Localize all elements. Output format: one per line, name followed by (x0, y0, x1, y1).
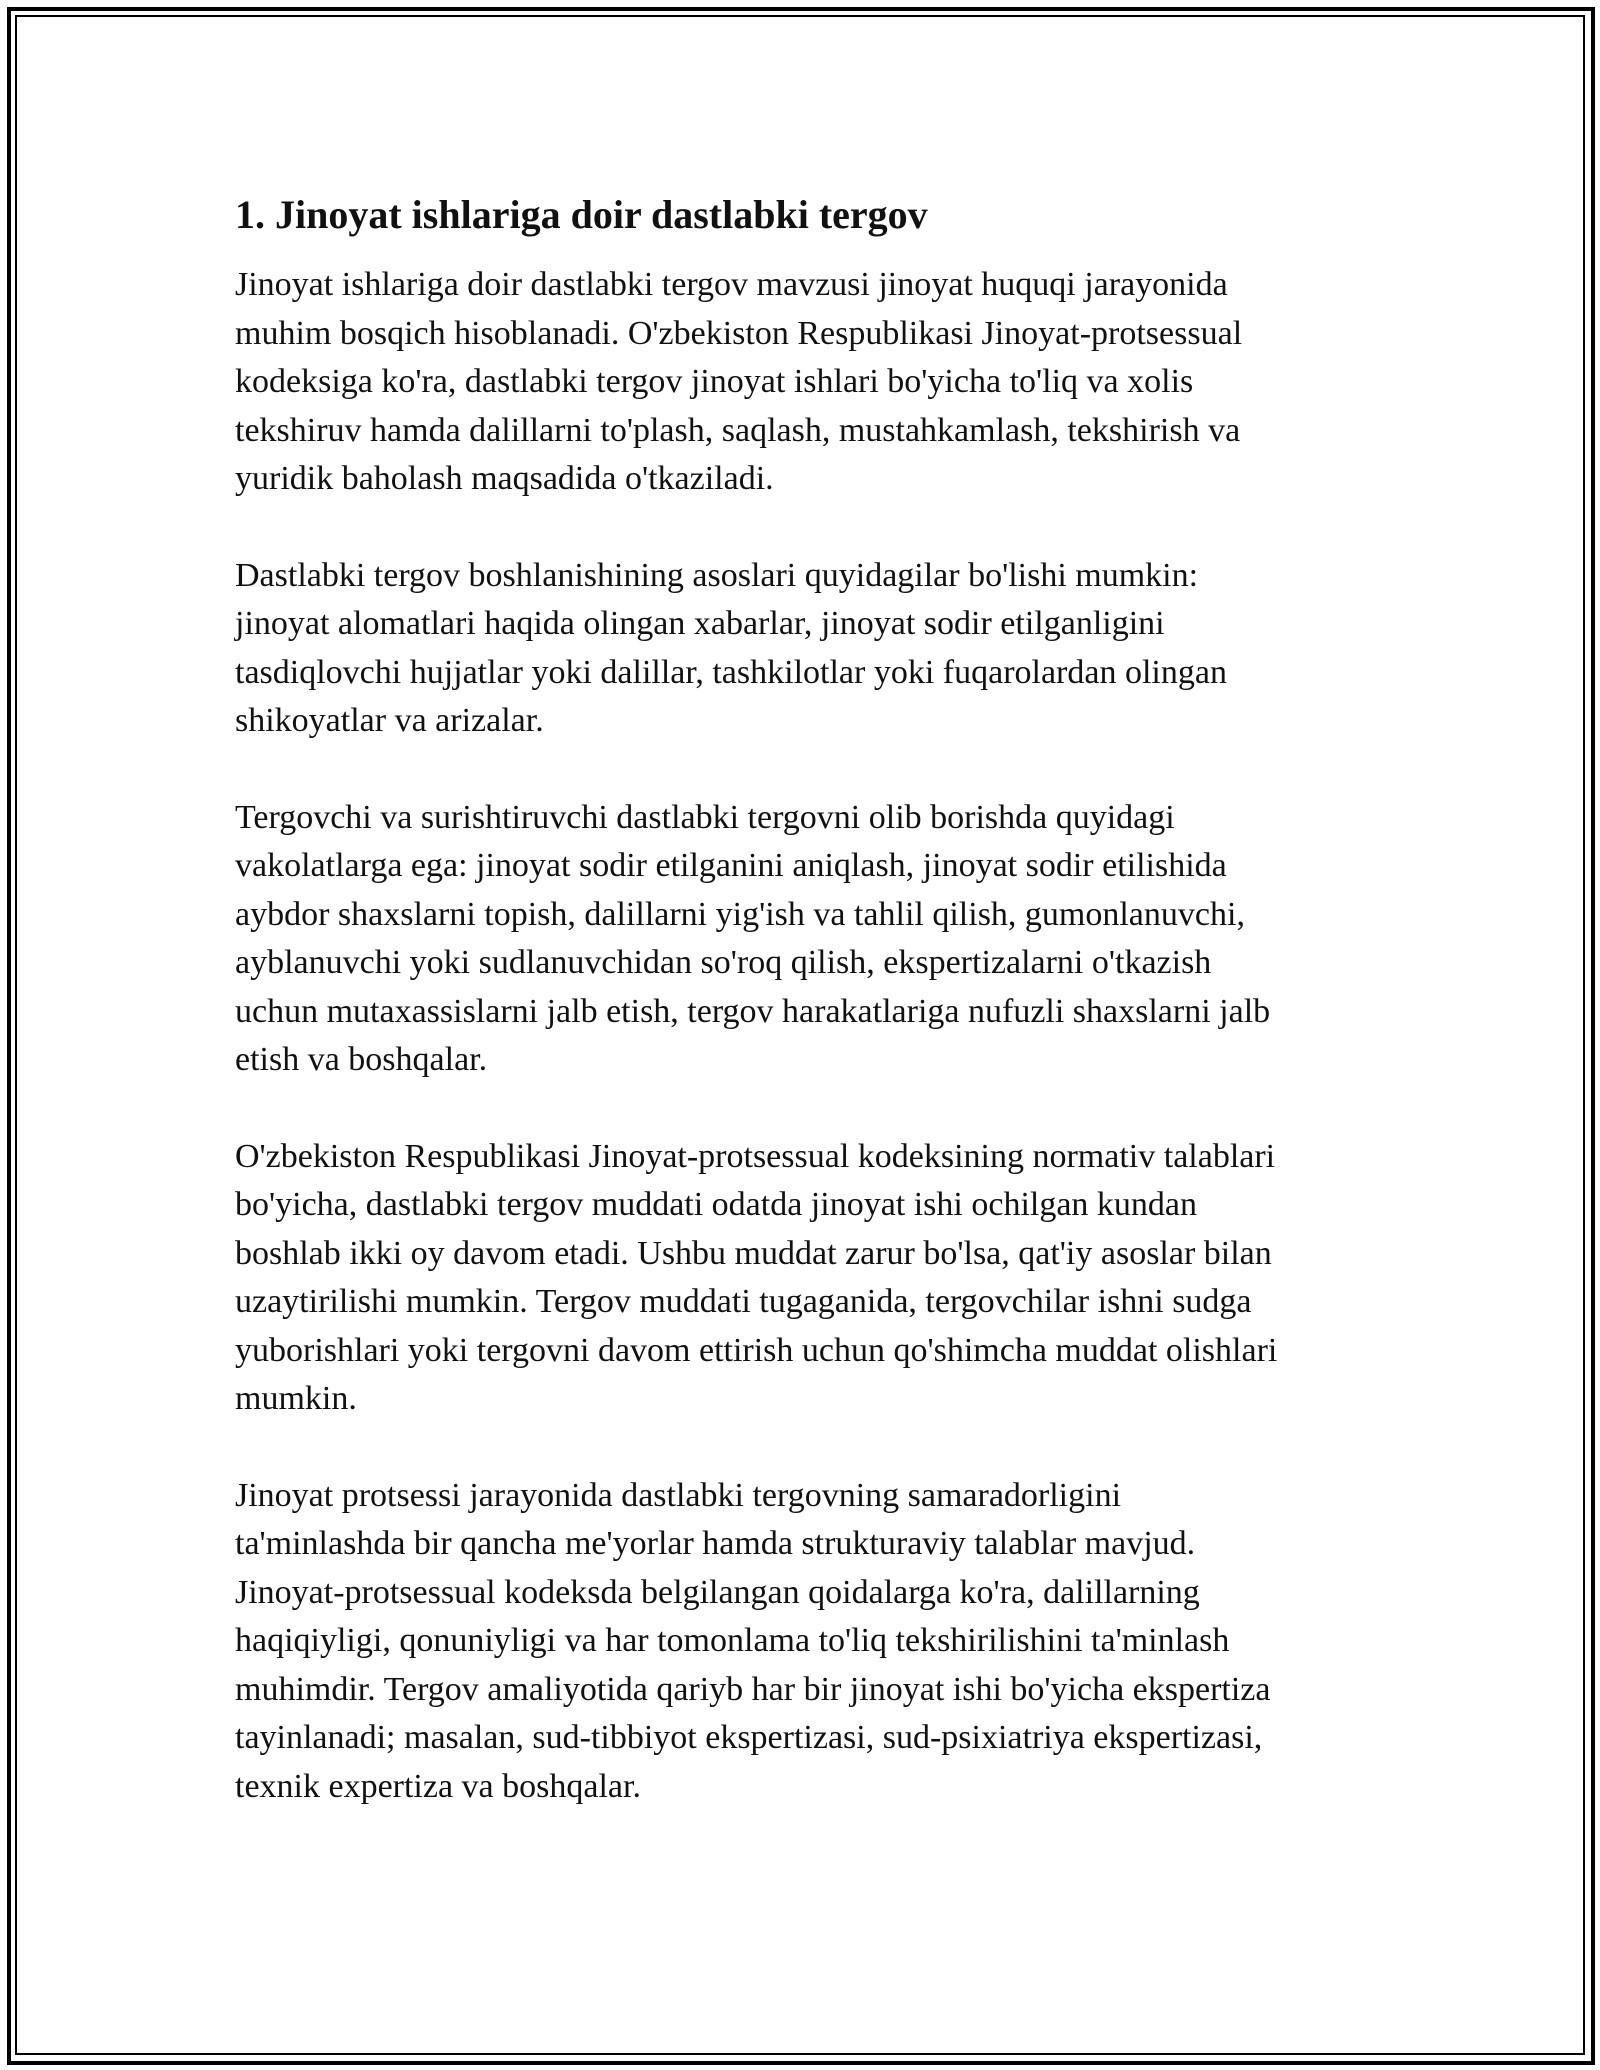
paragraph-line: Jinoyat protsessi jarayonida dastlabki tergovning samaradorligini (235, 1476, 1122, 1514)
paragraph-line: kodeksiga ko'ra, dastlabki tergov jinoyat ishlari bo'yicha to'liq va xolis (235, 363, 1194, 400)
paragraph-line: Jinoyat ishlariga doir dastlabki tergov mavzusi jinoyat huquqi jarayonida (235, 266, 1228, 303)
paragraph-line: Dastlabki tergov boshlanishining asoslari quyidagilar bo'lishi mumkin: (235, 556, 1199, 594)
paragraph-line: muhim bosqich hisoblanadi. O'zbekiston Respublikasi Jinoyat-protsessual (235, 314, 1243, 352)
paragraph-line: boshlab ikki oy davom etadi. Ushbu muddat zarur bo'lsa, qat'iy asoslar bilan (235, 1234, 1272, 1272)
paragraph-line: uchun mutaxassislarni jalb etish, tergov harakatlariga nufuzli shaxslarni jalb (235, 992, 1271, 1030)
paragraph-line: haqiqiyligi, qonuniyligi va har tomonlama to'liq tekshirilishini ta'minlash (235, 1622, 1230, 1659)
paragraph-line: texnik expertiza va boshqalar. (235, 1767, 641, 1805)
paragraph-line: etish va boshqalar. (235, 1041, 488, 1078)
document-body (235, 185, 1385, 1859)
paragraph-line: tekshiruv hamda dalillarni to'plash, saqlash, mustahkamlash, tekshirish va (235, 411, 1241, 449)
paragraph-line: uzaytirilishi mumkin. Tergov muddati tugaganida, tergovchilar ishni sudga (235, 1283, 1252, 1320)
paragraph-line: yuborishlari yoki tergovni davom ettirish uchun qo'shimcha muddat olishlari (235, 1331, 1278, 1369)
paragraph-line: vakolatlarga ega: jinoyat sodir etilganini aniqlash, jinoyat sodir etilishida (235, 847, 1227, 884)
paragraph-line: shikoyatlar va arizalar. (235, 702, 544, 739)
paragraph (235, 261, 1385, 504)
paragraph-line: tasdiqlovchi hujjatlar yoki dalillar, tashkilotlar yoki fuqarolardan olingan (235, 653, 1227, 691)
paragraph-line: Jinoyat-protsessual kodeksda belgilangan qoidalarga ko'ra, dalillarning (235, 1573, 1200, 1611)
paragraph-list (235, 261, 1385, 1811)
paragraph (235, 1133, 1385, 1424)
paragraph-line: ta'minlashda bir qancha me'yorlar hamda strukturaviy talablar mavjud. (235, 1525, 1196, 1562)
paragraph (235, 794, 1385, 1085)
paragraph (235, 552, 1385, 746)
paragraph-line: muhimdir. Tergov amaliyotida qariyb har bir jinoyat ishi bo'yicha ekspertiza (235, 1670, 1271, 1708)
paragraph-line: O'zbekiston Respublikasi Jinoyat-protsessual kodeksining normativ talablari (235, 1137, 1276, 1175)
paragraph-line: aybdor shaxslarni topish, dalillarni yig'ish va tahlil qilish, gumonlanuvchi, (235, 895, 1245, 933)
paragraph-line: bo'yicha, dastlabki tergov muddati odatda jinoyat ishi ochilgan kundan (235, 1186, 1198, 1223)
paragraph-line: mumkin. (235, 1380, 357, 1417)
paragraph-line: Tergovchi va surishtiruvchi dastlabki tergovni olib borishda quyidagi (235, 798, 1175, 836)
document-title: 1. Jinoyat ishlariga doir dastlabki tergov (235, 192, 928, 237)
paragraph-line: jinoyat alomatlari haqida olingan xabarlar, jinoyat sodir etilganligini (235, 605, 1165, 642)
paragraph-line: ayblanuvchi yoki sudlanuvchidan so'roq qilish, ekspertizalarni o'tkazish (235, 944, 1212, 981)
paragraph (235, 1472, 1385, 1812)
paragraph-line: yuridik baholash maqsadida o'tkaziladi. (235, 460, 774, 497)
paragraph-line: tayinlanadi; masalan, sud-tibbiyot ekspertizasi, sud-psixiatriya ekspertizasi, (235, 1719, 1263, 1756)
